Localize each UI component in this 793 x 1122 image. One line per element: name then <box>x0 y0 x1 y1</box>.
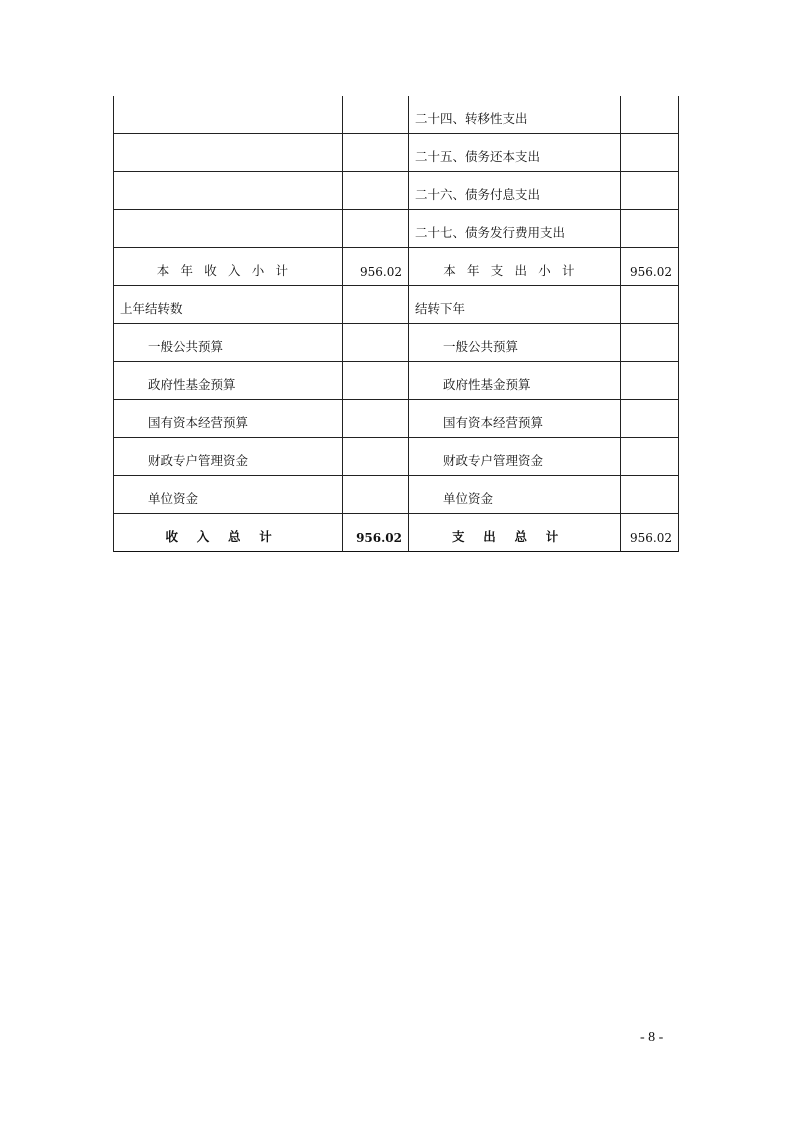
income-item-cell <box>114 134 343 172</box>
income-total-label: 收入总计 <box>114 514 343 552</box>
expense-item-cell: 二十六、债务付息支出 <box>409 172 621 210</box>
income-item-cell: 政府性基金预算 <box>114 362 343 400</box>
expense-amount-cell <box>621 324 678 362</box>
income-amount-cell <box>343 438 409 476</box>
income-total-amount: 956.02 <box>343 514 409 552</box>
expense-amount-cell <box>621 286 678 324</box>
expense-item-cell: 二十五、债务还本支出 <box>409 134 621 172</box>
expense-amount-cell <box>621 210 678 248</box>
expense-item-cell: 单位资金 <box>409 476 621 514</box>
expense-amount-cell <box>621 438 678 476</box>
income-item-cell <box>114 96 343 134</box>
income-amount-cell <box>343 96 409 134</box>
expense-amount-cell <box>621 134 678 172</box>
income-item-cell <box>114 210 343 248</box>
income-item-cell: 一般公共预算 <box>114 324 343 362</box>
income-amount-cell <box>343 476 409 514</box>
income-amount-cell <box>343 286 409 324</box>
expense-item-cell: 政府性基金预算 <box>409 362 621 400</box>
expense-item-cell: 国有资本经营预算 <box>409 400 621 438</box>
expense-amount-cell <box>621 96 678 134</box>
income-subtotal-amount: 956.02 <box>343 248 409 286</box>
expense-subtotal-amount: 956.02 <box>621 248 678 286</box>
expense-total-amount: 956.02 <box>621 514 678 552</box>
carryover-out-label: 结转下年 <box>409 286 621 324</box>
income-item-cell <box>114 172 343 210</box>
income-amount-cell <box>343 134 409 172</box>
income-subtotal-label: 本年收入小计 <box>114 248 343 286</box>
expense-item-cell: 二十七、债务发行费用支出 <box>409 210 621 248</box>
income-item-cell: 财政专户管理资金 <box>114 438 343 476</box>
expense-total-label: 支出总计 <box>409 514 621 552</box>
carryover-in-label: 上年结转数 <box>114 286 343 324</box>
expense-amount-cell <box>621 476 678 514</box>
expense-subtotal-label: 本年支出小计 <box>409 248 621 286</box>
income-amount-cell <box>343 362 409 400</box>
income-amount-cell <box>343 324 409 362</box>
expense-amount-cell <box>621 362 678 400</box>
income-amount-cell <box>343 210 409 248</box>
income-amount-cell <box>343 400 409 438</box>
expense-amount-cell <box>621 172 678 210</box>
expense-item-cell: 二十四、转移性支出 <box>409 96 621 134</box>
income-amount-cell <box>343 172 409 210</box>
page-number: - 8 - <box>640 1030 664 1045</box>
income-item-cell: 单位资金 <box>114 476 343 514</box>
budget-table <box>113 96 679 552</box>
expense-item-cell: 财政专户管理资金 <box>409 438 621 476</box>
income-item-cell: 国有资本经营预算 <box>114 400 343 438</box>
expense-item-cell: 一般公共预算 <box>409 324 621 362</box>
expense-amount-cell <box>621 400 678 438</box>
